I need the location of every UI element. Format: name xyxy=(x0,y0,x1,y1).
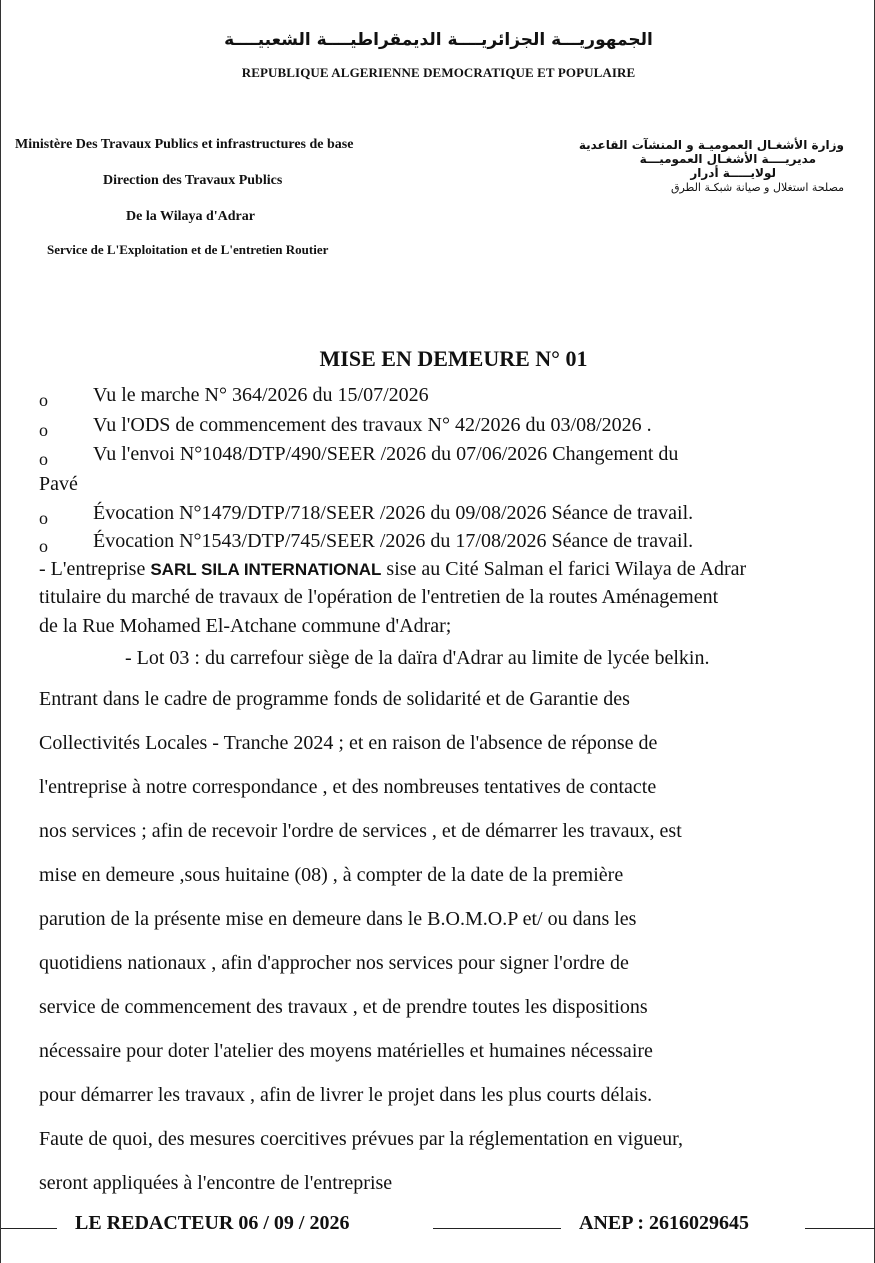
anep-number: ANEP : 2616029645 xyxy=(579,1212,749,1234)
body-line: seront appliquées à l'encontre de l'entreprise xyxy=(39,1172,393,1194)
french-republic-title: REPUBLIQUE ALGERIENNE DEMOCRATIQUE ET POPULAIRE xyxy=(241,65,636,80)
reference-text: Vu l'envoi N°1048/DTP/490/SEER /2026 du 07/06/2026 Changement du xyxy=(93,443,679,465)
bullet-icon: o xyxy=(39,420,48,440)
enterprise-prefix: - L'entreprise xyxy=(39,558,151,580)
body-line: quotidiens nationaux , afin d'approcher nos services pour signer l'ordre de xyxy=(39,952,629,974)
body-line: nécessaire pour doter l'atelier des moyens matérielles et humaines nécessaire xyxy=(39,1040,653,1062)
body-line: service de commencement des travaux , et de prendre toutes les dispositions xyxy=(39,996,648,1018)
body-line: Faute de quoi, des mesures coercitives prévues par la réglementation en vigueur, xyxy=(39,1128,683,1150)
service-fr: Service de L'Exploitation et de L'entretien Routier xyxy=(47,242,329,257)
direction-ar: مديريــــة الأشغـال العموميـــة xyxy=(639,152,816,166)
bullet-icon: o xyxy=(39,536,48,556)
footer xyxy=(1,1212,875,1242)
arabic-republic-title: الجمهوريـــة الجزائريــــة الديمقراطيــــة الشعبيــــة xyxy=(224,30,653,50)
reference-text: Évocation N°1543/DTP/745/SEER /2026 du 17/08/2026 Séance de travail. xyxy=(93,530,694,552)
body-line: Entrant dans le cadre de programme fonds de solidarité et de Garantie des xyxy=(39,688,630,710)
bullet-icon: o xyxy=(39,508,48,528)
enterprise-name: SARL SILA INTERNATIONAL xyxy=(150,560,382,579)
enterprise-address: sise au Cité Salman el farici Wilaya de Adrar xyxy=(381,558,747,580)
reference-continuation: Pavé xyxy=(39,473,78,495)
body-line: Collectivités Locales - Tranche 2024 ; et en raison de l'absence de réponse de xyxy=(39,732,658,754)
wilaya-fr: De la Wilaya d'Adrar xyxy=(126,209,255,224)
direction-fr: Direction des Travaux Publics xyxy=(103,173,283,188)
reference-text: Vu l'ODS de commencement des travaux N° 42/2026 du 03/08/2026 . xyxy=(93,414,652,436)
enterprise-line: titulaire du marché de travaux de l'opération de l'entretien de la routes Aménagement xyxy=(39,586,719,608)
body-line: pour démarrer les travaux , afin de livrer le projet dans les plus courts délais. xyxy=(39,1084,653,1106)
footer-rule xyxy=(1,1228,57,1229)
wilaya-ar: لولايـــــة أدرار xyxy=(690,166,776,180)
body-line: nos services ; afin de recevoir l'ordre de services , et de démarrer les travaux, est xyxy=(39,820,682,842)
footer-rule xyxy=(433,1228,561,1229)
ministry-fr: Ministère Des Travaux Publics et infrastructures de base xyxy=(15,137,354,152)
service-ar: مصلحة استغلال و صيانة شبكـة الطرق xyxy=(670,181,844,194)
document-title: MISE EN DEMEURE N° 01 xyxy=(319,346,588,371)
lot-line: - Lot 03 : du carrefour siège de la daïra d'Adrar au limite de lycée belkin. xyxy=(125,647,710,669)
ministry-ar: وزارة الأشغـال العموميـة و المنشآت القاعدية xyxy=(578,138,844,152)
body-line: l'entreprise à notre correspondance , et des nombreuses tentatives de contacte xyxy=(39,776,657,798)
body-line: parution de la présente mise en demeure dans le B.O.M.O.P et/ ou dans les xyxy=(39,908,637,930)
enterprise-line: de la Rue Mohamed El-Atchane commune d'Adrar; xyxy=(39,615,452,637)
footer-rule xyxy=(805,1228,875,1229)
redacteur-date: LE REDACTEUR 06 / 09 / 2026 xyxy=(75,1212,350,1234)
reference-text: Évocation N°1479/DTP/718/SEER /2026 du 09/08/2026 Séance de travail. xyxy=(93,502,694,524)
reference-text: Vu le marche N° 364/2026 du 15/07/2026 xyxy=(93,384,429,406)
body-line: mise en demeure ,sous huitaine (08) , à compter de la date de la première xyxy=(39,864,624,886)
bullet-icon: o xyxy=(39,390,48,410)
enterprise-line xyxy=(39,558,746,581)
bullet-icon: o xyxy=(39,449,48,469)
issuer-arabic-block xyxy=(554,138,844,196)
